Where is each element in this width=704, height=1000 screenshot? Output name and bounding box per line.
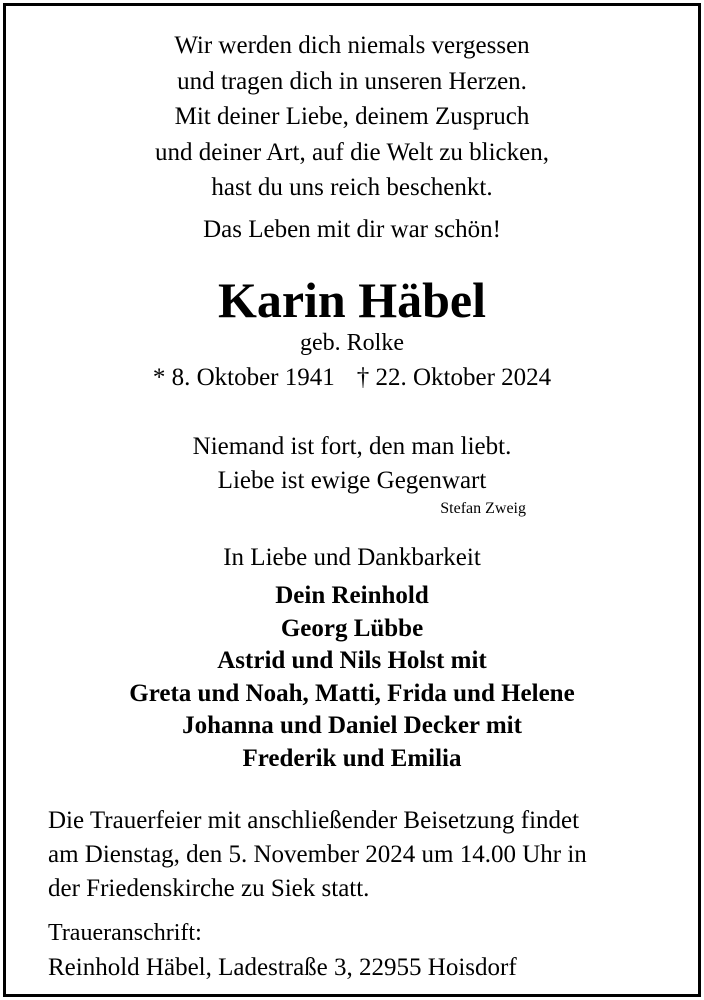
mourner-line: Johanna und Daniel Decker mit bbox=[182, 712, 522, 739]
quote bbox=[6, 430, 698, 498]
poem bbox=[6, 28, 698, 206]
service-line: der Friedenskirche zu Siek statt. bbox=[48, 875, 370, 902]
mourner-line: Frederik und Emilia bbox=[242, 744, 462, 772]
mourner-line: Dein Reinhold bbox=[275, 582, 429, 609]
mourner-line: Astrid und Nils Holst mit bbox=[217, 647, 487, 674]
service-line: Die Trauerfeier mit anschließender Beisetzung findet bbox=[48, 807, 580, 834]
birth-date: * 8. Oktober 1941 bbox=[152, 364, 335, 391]
deceased-name: Karin Häbel bbox=[217, 272, 487, 328]
quote-line: Niemand ist fort, den man liebt. bbox=[192, 433, 512, 460]
address-label: Traueranschrift: bbox=[48, 920, 202, 946]
poem-line: hast du uns reich beschenkt. bbox=[211, 174, 493, 201]
obituary-notice bbox=[3, 3, 701, 997]
mourner-line: Georg Lübbe bbox=[280, 614, 424, 642]
poem-line: Mit deiner Liebe, deinem Zuspruch bbox=[174, 103, 530, 130]
service-line: am Dienstag, den 5. November 2024 um 14.00 Uhr in bbox=[48, 841, 587, 868]
mourner-line: Greta und Noah, Matti, Frida und Helene bbox=[129, 679, 575, 707]
maiden-name: geb. Rolke bbox=[300, 330, 404, 356]
poem-line: und deiner Art, auf die Welt zu blicken, bbox=[155, 138, 549, 166]
quote-line: Liebe ist ewige Gegenwart bbox=[217, 467, 487, 494]
death-date: † 22. Oktober 2024 bbox=[356, 364, 552, 391]
dedication: In Liebe und Dankbarkeit bbox=[223, 544, 481, 571]
closing-line: Das Leben mit dir war schön! bbox=[203, 216, 501, 243]
life-dates bbox=[6, 362, 698, 394]
mourners-list bbox=[6, 580, 698, 775]
quote-author: Stefan Zweig bbox=[440, 500, 526, 517]
poem-line: und tragen dich in unseren Herzen. bbox=[177, 67, 527, 95]
mourning-address: Reinhold Häbel, Ladestraße 3, 22955 Hoisdorf bbox=[48, 954, 517, 981]
poem-line: Wir werden dich niemals vergessen bbox=[174, 32, 530, 59]
funeral-service-info bbox=[48, 804, 688, 906]
